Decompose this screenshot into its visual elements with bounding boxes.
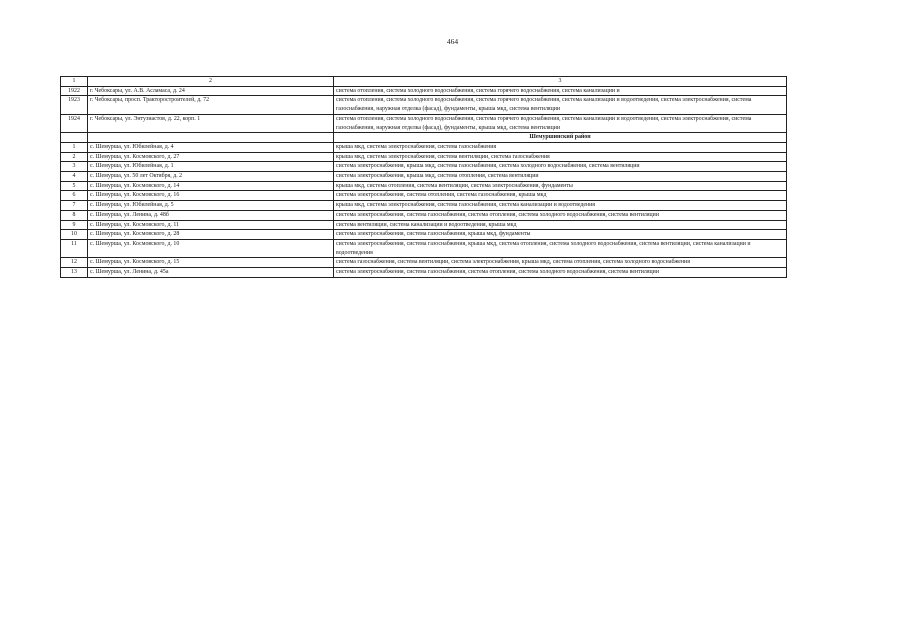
- row-works: крыша мкд, система электроснабжения, система газоснабжения: [334, 142, 787, 152]
- row-works: крыша мкд, система электроснабжения, система вентиляции, система газоснабжения: [334, 152, 787, 162]
- row-number: 6: [61, 191, 88, 201]
- section-spacer: [61, 133, 88, 143]
- row-address: с. Шемурша, ул. Космовского, д. 16: [88, 191, 334, 201]
- table-row: [61, 86, 787, 96]
- section-row: [61, 133, 787, 143]
- row-number: 2: [61, 152, 88, 162]
- row-works: система отопления, система холодного водоснабжения, система горячего водоснабжения, система канализации и водоотведения, система электроснабжения, система газоснабжения, наружная отделка (фасад), фундаменты, крыша мкд, система вентиляции: [334, 114, 787, 132]
- page-number: 464: [446, 37, 459, 46]
- row-number: 1922: [61, 86, 88, 96]
- row-address: с. Шемурша, ул. 50 лет Октября, д. 2: [88, 172, 334, 182]
- row-address: с. Шемурша, ул. Юбилейная, д. 4: [88, 142, 334, 152]
- row-address: с. Шемурша, ул. Юбилейная, д. 5: [88, 201, 334, 211]
- table-row: [61, 96, 787, 114]
- section-spacer: [88, 133, 334, 143]
- row-number: 3: [61, 162, 88, 172]
- header-col-3: 3: [334, 77, 787, 87]
- header-col-1: 1: [61, 77, 88, 87]
- row-number: 5: [61, 181, 88, 191]
- row-address: с. Шемурша, ул. Ленина, д. 48б: [88, 210, 334, 220]
- row-number: 8: [61, 210, 88, 220]
- row-number: 12: [61, 258, 88, 268]
- row-works: система электроснабжения, система газоснабжения, крыша мкд, фундаменты: [334, 230, 787, 240]
- row-address: с. Шемурша, ул. Космовского, д. 28: [88, 230, 334, 240]
- table-row: [61, 239, 787, 257]
- row-address: г. Чебоксары, ул. Энтузиастов, д. 22, корп. 1: [88, 114, 334, 132]
- table-row: [61, 258, 787, 268]
- row-works: система электроснабжения, система газоснабжения, крыша мкд, система отопления, система холодного водоснабжения, система вентиляции, система канализации и водоотведения: [334, 239, 787, 257]
- row-address: с. Шемурша, ул. Космовского, д. 15: [88, 258, 334, 268]
- row-number: 1924: [61, 114, 88, 132]
- table-row: [61, 230, 787, 240]
- header-col-2: 2: [88, 77, 334, 87]
- row-number: 10: [61, 230, 88, 240]
- row-works: система вентиляции, система канализации и водоотведения, крыша мкд: [334, 220, 787, 230]
- row-number: 9: [61, 220, 88, 230]
- repair-works-table: [60, 76, 787, 278]
- row-works: крыша мкд, система электроснабжения, система газоснабжения, система канализации и водоотведения: [334, 201, 787, 211]
- row-address: с. Шемурша, ул. Юбилейная, д. 1: [88, 162, 334, 172]
- row-address: с. Шемурша, ул. Космовского, д. 14: [88, 181, 334, 191]
- table-row: [61, 201, 787, 211]
- row-number: 4: [61, 172, 88, 182]
- row-number: 13: [61, 268, 88, 278]
- row-address: с. Шемурша, ул. Ленина, д. 45а: [88, 268, 334, 278]
- row-works: система электроснабжения, система газоснабжения, система отопления, система холодного водоснабжения, система вентиляции: [334, 210, 787, 220]
- row-number: 7: [61, 201, 88, 211]
- table-row: [61, 191, 787, 201]
- table-row: [61, 220, 787, 230]
- row-works: система электроснабжения, крыша мкд, система газоснабжения, система холодного водоснабжения, система вентиляции: [334, 162, 787, 172]
- row-works: система отопления, система холодного водоснабжения, система горячего водоснабжения, система канализации и: [334, 86, 787, 96]
- table-row: [61, 162, 787, 172]
- row-address: с. Шемурша, ул. Космовского, д. 11: [88, 220, 334, 230]
- row-address: г. Чебоксары, ул. А.В. Асламаса, д. 24: [88, 86, 334, 96]
- table-row: [61, 142, 787, 152]
- row-address: с. Шемурша, ул. Космовского, д. 27: [88, 152, 334, 162]
- row-works: система отопления, система холодного водоснабжения, система горячего водоснабжения, система канализации и водоотведения, система электроснабжения, система газоснабжения, наружная отделка (фасад), фундаменты, крыша мкд, система вентиляции: [334, 96, 787, 114]
- row-number: 1: [61, 142, 88, 152]
- row-works: система электроснабжения, система газоснабжения, система отопления, система холодного водоснабжения, система вентиляции: [334, 268, 787, 278]
- row-number: 1923: [61, 96, 88, 114]
- table-row: [61, 268, 787, 278]
- row-works: система электроснабжения, система отопления, система газоснабжения, крыша мкд: [334, 191, 787, 201]
- row-address: г. Чебоксары, просп. Тракторостроителей, д. 72: [88, 96, 334, 114]
- row-address: с. Шемурша, ул. Космовского, д. 10: [88, 239, 334, 257]
- row-works: крыша мкд, система отопления, система вентиляции, система электроснабжения, фундаменты: [334, 181, 787, 191]
- table-row: [61, 114, 787, 132]
- row-number: 11: [61, 239, 88, 257]
- row-works: система газоснабжения, система вентиляции, система электроснабжения, крыша мкд, система отопления, система холодного водоснабжения: [334, 258, 787, 268]
- table-header-row: [61, 77, 787, 87]
- table-row: [61, 172, 787, 182]
- table-row: [61, 181, 787, 191]
- section-title: Шемуршинский район: [334, 133, 787, 143]
- table-row: [61, 152, 787, 162]
- row-works: система электроснабжения, крыша мкд, система отопления, система вентиляции: [334, 172, 787, 182]
- table-row: [61, 210, 787, 220]
